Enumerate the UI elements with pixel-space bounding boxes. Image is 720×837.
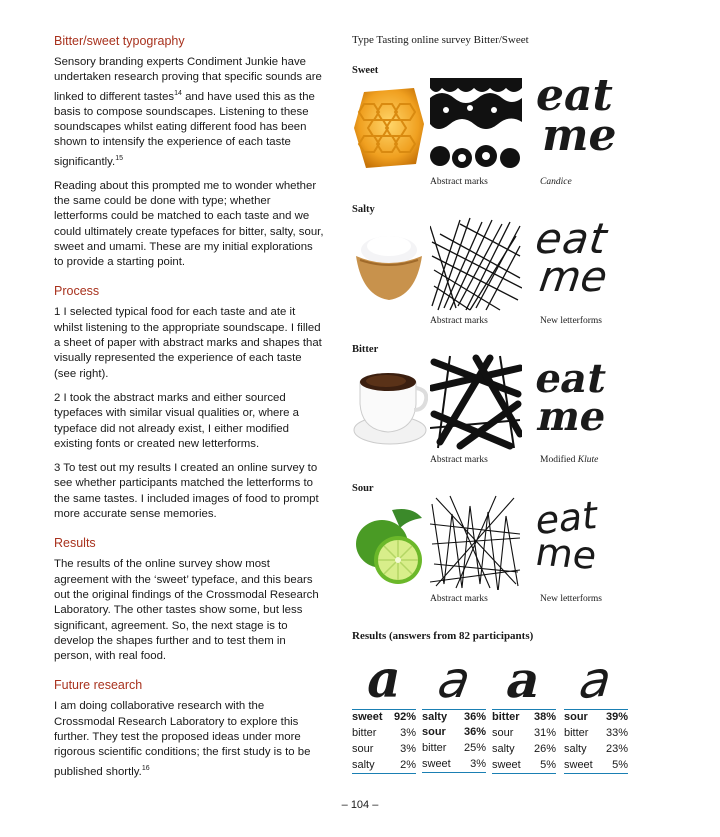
page-number: – 104 – [341,799,379,811]
result-column-sour [564,649,628,774]
result-row [352,726,416,742]
taste-pct: 3% [470,758,486,770]
taste-name: sweet [422,758,451,770]
result-row [564,742,628,758]
taste-name: sweet [564,759,593,771]
section-heading-future-research: Future research [54,678,143,693]
taste-pct: 25% [463,742,486,754]
result-row [492,758,556,774]
glyph-a: a [433,651,475,709]
sample-word-me: me [542,110,617,161]
caption-prefix: Modified [540,455,578,465]
glyph-a: a [500,650,548,709]
caption-typeface [540,455,598,465]
taste-name: salty [564,743,587,755]
glyph-a: a [367,649,401,710]
taste-name: salty [422,711,448,723]
abstract-marks-sour [430,494,522,595]
typeface-sample-new-salty [532,214,611,301]
result-row-top [352,709,416,726]
caption-abstract-marks: Abstract marks [430,316,488,326]
glyph-sample [352,649,416,710]
taste-pct: 31% [533,727,556,739]
abstract-marks-salty [430,216,522,317]
abstract-marks-bitter [430,354,522,455]
taste-pct: 5% [540,759,556,771]
result-row-top [422,709,486,725]
footnote-ref: 16 [141,764,150,772]
footnote-ref: 14 [174,89,182,97]
taste-name: sour [352,743,374,755]
result-row [422,757,486,773]
lime-image [352,504,428,593]
taste-name: bitter [564,727,589,739]
paragraph-intro-text-2: and have used this as the basis to compose soundscapes. Listening to these soundscapes whilst eating different food has been shown to intensify the experience of each taste significantly. [54,90,315,168]
glyph-a: a [571,649,621,711]
taste-name: salty [352,759,375,771]
row-label-sweet: Sweet [352,65,379,76]
taste-pct: 3% [400,743,416,755]
result-row-top [564,709,628,726]
caption-typeface: New letterforms [540,594,602,604]
row-label-sour: Sour [352,483,374,494]
typeface-sample-candice [536,70,617,161]
taste-name: bitter [492,711,520,723]
taste-name: sour [422,726,446,738]
paragraph-intro [54,55,324,170]
caption-abstract-marks: Abstract marks [430,594,488,604]
taste-pct: 39% [605,711,628,723]
row-label-bitter: Bitter [352,344,379,355]
paragraph-future [54,699,324,779]
sample-word-eat: eat [536,70,613,121]
taste-pct: 3% [400,727,416,739]
taste-name: bitter [352,727,377,739]
taste-name: bitter [422,742,447,754]
paragraph-step-2: 2 I took the abstract marks and either sourced typefaces with similar visual qualities or, where a typeface did not already exist, I either modified existing fonts or created new letterforms. [54,391,300,450]
taste-name: sweet [492,759,521,771]
result-column-sweet [352,649,416,774]
caption-abstract-marks: Abstract marks [430,455,488,465]
sample-word-me: me [532,530,601,578]
result-row-top-2 [422,725,486,741]
paragraph-future-text: I am doing collaborative research with the Crossmodal Research Laboratory to explore this further. They test the proposed ideas under more rigorous scientific conditions; the first study is to be published shortly. [54,700,311,778]
taste-pct: 38% [533,711,556,723]
paragraph-step-3: 3 To test out my results I created an online survey to see whether participants matched the letterforms to the same tastes. I included images of food to prompt more accurate sense memories. [54,462,319,521]
row-label-salty: Salty [352,204,375,215]
abstract-marks-sweet [430,76,522,177]
caption-typeface: Candice [540,177,572,187]
taste-pct: 26% [533,743,556,755]
section-heading-bitter-sweet: Bitter/sweet typography [54,34,185,48]
taste-name: sweet [352,711,383,723]
caption-typeface: New letterforms [540,316,602,326]
result-row [564,758,628,774]
taste-pct: 36% [463,726,486,738]
result-row [492,742,556,758]
taste-pct: 92% [393,711,416,723]
coffee-cup-image [352,364,428,453]
taste-name: sour [564,711,588,723]
result-table [564,709,628,774]
sample-word-me: me [536,252,611,301]
typeface-sample-modified-klute [531,355,611,440]
section-heading-results: Results [54,536,96,551]
result-table [352,709,416,774]
result-row [352,758,416,774]
paragraph-wonder: Reading about this prompted me to wonder whether the same could be done with type; whether letterforms could be matched to each taste and we could ultimately create typefaces for bitter, salty, sour, sweet and umami. These are my initial explorations to provide a starting point. [54,179,324,269]
result-row [352,742,416,758]
caption-font-name: Klute [577,455,599,465]
results-title: Results (answers from 82 participants) [352,630,534,642]
taste-pct: 36% [463,711,486,723]
result-table [492,709,556,774]
taste-pct: 2% [400,759,416,771]
result-table [422,709,486,773]
taste-pct: 33% [605,727,628,739]
result-column-salty [422,651,486,773]
footnote-ref: 15 [115,154,123,162]
sample-word-eat: eat [533,492,600,544]
glyph-sample [492,650,556,709]
result-row [564,726,628,742]
glyph-sample [564,649,628,711]
result-column-bitter [492,650,556,774]
result-row [422,741,486,757]
caption-abstract-marks: Abstract marks [430,177,488,187]
sample-word-me: me [533,393,611,440]
sample-word-eat: eat [532,214,611,263]
result-row [492,726,556,742]
sample-word-eat: eat [531,355,611,402]
taste-pct: 5% [612,759,628,771]
figure-panel [352,34,682,784]
text-column [54,34,324,789]
paragraph-intro-text: Sensory branding experts Condiment Junkie have undertaken research proving that specific sounds are linked to different tastes [54,56,322,103]
glyph-sample [422,651,486,709]
taste-name: salty [492,743,515,755]
paragraph-results: The results of the online survey show most agreement with the ‘sweet’ typeface, and this bears out the original findings of the Crossmodal Research Laboratory. The other tastes show some, but less significant, agreement. So, the next stage is to develop the shapes further and to test them in person, with real food. [54,558,319,663]
taste-name: sour [492,727,514,739]
section-heading-process: Process [54,284,100,299]
salt-bowl-image [352,234,426,311]
taste-pct: 23% [605,743,628,755]
figure-title: Type Tasting online survey Bitter/Sweet [352,34,529,46]
paragraph-step-1: 1 I selected typical food for each taste and ate it whilst listening to the appropriate soundscape. I filled a sheet of paper with abstract marks and shapes that visually represented the experience of each taste (see right). [54,306,322,380]
typeface-sample-new-sour [532,492,601,578]
result-row-top [492,709,556,726]
honeycomb-image [352,84,426,177]
